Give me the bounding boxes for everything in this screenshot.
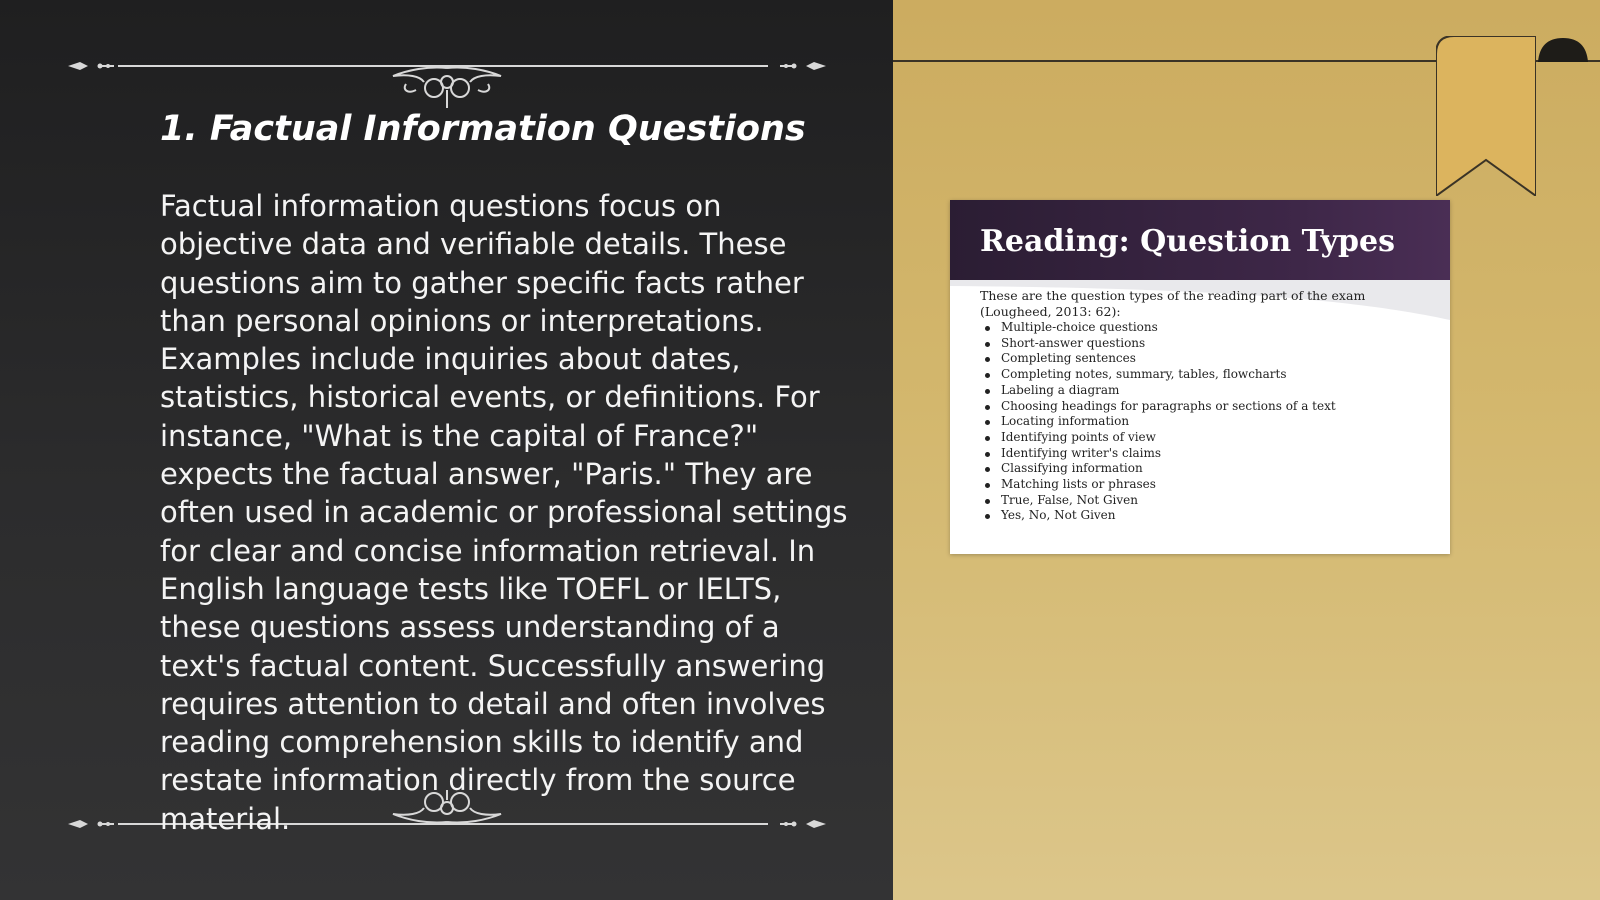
list-item: Multiple-choice questions: [980, 320, 1336, 336]
list-item: Short-answer questions: [980, 336, 1336, 352]
bullet-icon: [985, 436, 990, 441]
bullet-icon: [985, 467, 990, 472]
list-item: Locating information: [980, 414, 1336, 430]
bullet-icon: [985, 499, 990, 504]
bullet-icon: [985, 514, 990, 519]
top-ornament-divider-icon: [68, 50, 826, 110]
bullet-icon: [985, 389, 990, 394]
slide-body-text: Factual information questions focus on objective data and verifiable details. These questions aim to gather specific facts rather than personal opinions or interpretations. Examples include inquiries about dates, statistics, historical events, or definitions. For instance, "What is the capital of France?" expects the factual answer, "Paris." They are often used in academic or professional settings for clear and concise information retrieval. In English language tests like TOEFL or IELTS, these questions assess understanding of a text's factual content. Successfully answering requires attention to detail and often involves reading comprehension skills to identify and restate information directly from the source material.: [160, 189, 848, 836]
list-item: Identifying writer's claims: [980, 446, 1336, 462]
list-item: Choosing headings for paragraphs or sections of a text: [980, 399, 1336, 415]
list-item: Yes, No, Not Given: [980, 508, 1336, 524]
thumbnail-question-type-list: [980, 320, 1336, 524]
slide-title: 1. Factual Information Questions: [160, 109, 806, 149]
bullet-icon: [985, 326, 990, 331]
bullet-icon: [985, 342, 990, 347]
list-item: True, False, Not Given: [980, 493, 1336, 509]
list-item: Matching lists or phrases: [980, 477, 1336, 493]
bullet-icon: [985, 420, 990, 425]
list-item: Classifying information: [980, 461, 1336, 477]
thumbnail-header: [950, 200, 1450, 280]
bullet-icon: [985, 357, 990, 362]
bookmark-ribbon-icon: [1436, 36, 1536, 196]
bullet-icon: [985, 483, 990, 488]
ribbon-fold-icon: [1536, 36, 1590, 64]
thumbnail-intro-text: These are the question types of the reading part of the exam (Lougheed, 2013: 62):: [980, 288, 1366, 319]
list-item: Identifying points of view: [980, 430, 1336, 446]
list-item: Completing notes, summary, tables, flowcharts: [980, 367, 1336, 383]
bullet-icon: [985, 373, 990, 378]
slide-thumbnail-image: [950, 200, 1450, 554]
thumbnail-title: Reading: Question Types: [980, 224, 1395, 259]
bullet-icon: [985, 452, 990, 457]
list-item: Completing sentences: [980, 351, 1336, 367]
bullet-icon: [985, 405, 990, 410]
list-item: Labeling a diagram: [980, 383, 1336, 399]
